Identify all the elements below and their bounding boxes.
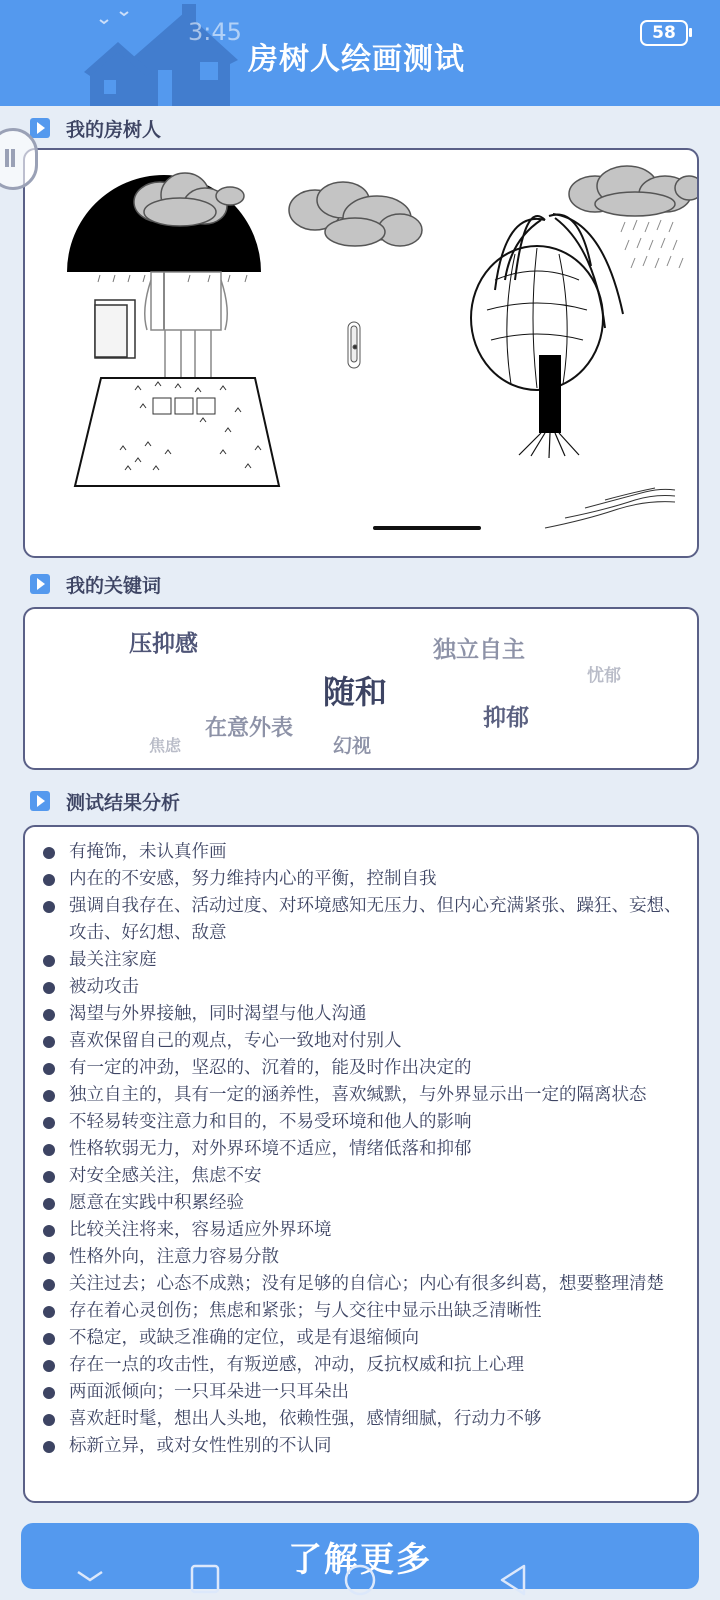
list-item: 性格软弱无力，对外界环境不适应，情绪低落和抑郁 (39, 1136, 685, 1163)
list-item: 强调自我存在、活动过度、对环境感知无压力、但内心充满紧张、躁狂、妄想、攻击、好幻想、敌意 (39, 893, 685, 947)
list-item: 存在一点的攻击性，有叛逆感，冲动，反抗权威和抗上心理 (39, 1352, 685, 1379)
result-analysis-card[interactable] (23, 825, 699, 1503)
list-item: 喜欢保留自己的观点，专心一致地对付别人 (39, 1028, 685, 1055)
cloud-drawing (289, 182, 422, 246)
keyword: 在意外表 (205, 716, 294, 741)
keyword: 独立自主 (433, 637, 525, 663)
list-item: 喜欢赶时髦，想出人头地，依赖性强，感情细腻，行动力不够 (39, 1406, 685, 1433)
list-item: 存在着心灵创伤；焦虑和紧张；与人交往中显示出缺乏清晰性 (39, 1298, 685, 1325)
person-drawing (145, 272, 228, 378)
list-item: 两面派倾向；一只耳朵进一只耳朵出 (39, 1379, 685, 1406)
drawing-indicator (373, 526, 481, 530)
result-list (39, 839, 685, 1460)
section-keywords-heading (30, 571, 161, 597)
play-icon (30, 574, 50, 594)
list-item: 比较关注将来，容易适应外界环境 (39, 1217, 685, 1244)
battery-indicator (640, 20, 688, 46)
section-analysis-heading (30, 788, 180, 814)
keyword: 随和 (323, 673, 388, 711)
list-item: 不轻易转变注意力和目的，不易受环境和他人的影响 (39, 1109, 685, 1136)
app-header (0, 0, 720, 106)
list-item: 独立自主的，具有一定的涵养性，喜欢缄默，与外界显示出一定的隔离状态 (39, 1082, 685, 1109)
list-item: 被动攻击 (39, 974, 685, 1001)
river-drawing (545, 488, 675, 528)
keyword: 幻视 (333, 735, 372, 757)
cloud-drawing (569, 166, 699, 216)
status-time: 3:45 (188, 18, 242, 46)
floating-pause-handle[interactable] (0, 128, 38, 190)
list-item: 不稳定，或缺乏准确的定位，或是有退缩倾向 (39, 1325, 685, 1352)
list-item: 有一定的冲劲，坚忍的、沉着的，能及时作出决定的 (39, 1055, 685, 1082)
keyword: 忧郁 (587, 666, 621, 686)
list-item: 内在的不安感，努力维持内心的平衡，控制自我 (39, 866, 685, 893)
door-drawing (95, 300, 135, 358)
learn-more-button[interactable]: 了解更多 (21, 1523, 699, 1589)
list-item: 对安全感关注，焦虑不安 (39, 1163, 685, 1190)
list-item: 有掩饰，未认真作画 (39, 839, 685, 866)
house-tree-person-drawing (25, 150, 699, 558)
small-door-drawing (348, 322, 360, 368)
keyword: 焦虑 (149, 736, 182, 755)
tree-drawing (471, 214, 623, 458)
section-title: 我的关键词 (66, 574, 162, 597)
keyword: 抑郁 (483, 705, 529, 731)
house-logo-icon (80, 0, 240, 106)
list-item: 标新立异，或对女性性别的不认同 (39, 1433, 685, 1460)
list-item: 性格外向，注意力容易分散 (39, 1244, 685, 1271)
play-icon (30, 791, 50, 811)
drawing-card (23, 148, 699, 558)
field-drawing (75, 378, 279, 486)
section-title: 测试结果分析 (66, 791, 181, 814)
section-drawing-heading (30, 115, 161, 141)
keyword: 压抑感 (129, 631, 198, 657)
play-icon (30, 118, 50, 138)
list-item: 最关注家庭 (39, 947, 685, 974)
list-item: 渴望与外界接触，同时渴望与他人沟通 (39, 1001, 685, 1028)
rain-drawing (621, 220, 683, 268)
keyword-cloud (23, 607, 699, 770)
section-title: 我的房树人 (66, 118, 162, 141)
list-item: 愿意在实践中积累经验 (39, 1190, 685, 1217)
page-title: 房树人绘画测试 (248, 42, 465, 77)
battery-level: 58 (652, 23, 676, 43)
list-item: 关注过去；心态不成熟；没有足够的自信心；内心有很多纠葛，想要整理清楚 (39, 1271, 685, 1298)
